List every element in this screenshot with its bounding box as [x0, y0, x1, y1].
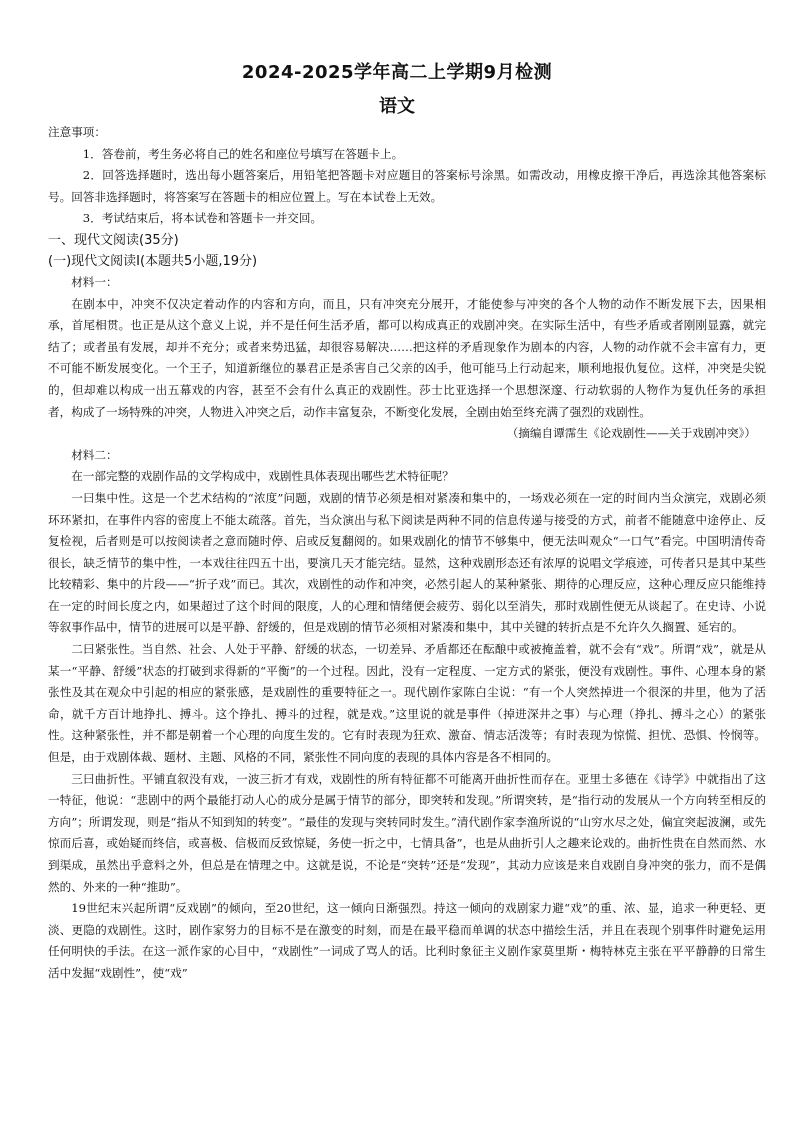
notice-item-1: 1．答卷前，考生务必将自己的姓名和座位号填写在答题卡上。	[82, 146, 404, 161]
section-title: 一、现代文阅读(35分)	[48, 232, 179, 248]
material2-label: 材料二：	[71, 447, 118, 462]
material1-label: 材料一：	[71, 274, 118, 289]
material2-paragraph-twists: 三曰曲折性。平铺直叙没有戏，一波三折才有戏，戏剧性的所有特征都不可能离开曲折性而存在。亚里士多德在《诗学》中就指出了这一特征，他说：“悲剧中的两个最能打动人心的成分是属于情节的部分，即突转和发现。”所谓突转，是“指行动的发展从一个方向转至相反的方向”；所谓发现，则是“指从不知到知的转变”。“最佳的发现与突转同时发生。”清代剧作家李渔所说的“山穷水尽之处，偏宜突起波澜，或先惊而后喜，或始疑而终信，或喜极、信极而反致惊疑，务使一折之中，七情具备”，也是从曲折引人之趣来论戏的。曲折性贵在自然而然、水到渠成，虽然出乎意料之外，但总是在情理之中。这就是说，不论是“突转”还是“发现”，其动力应该是来自戏剧自身冲突的张力，而不是偶然的、外来的一种“推助”。	[48, 771, 766, 894]
exam-title: 2024-2025学年高二上学期9月检测	[241, 62, 553, 83]
exam-subject: 语文	[379, 96, 415, 117]
material1-text: 在剧本中，冲突不仅决定着动作的内容和方向，而且，只有冲突充分展开，才能使参与冲突的各个人物的动作不断发展下去，因果相承，首尾相贯。也正是从这个意义上说，并不是任何生活矛盾，都可以构成真正的戏剧冲突。在实际生活中，有些矛盾或者刚刚显露，就完结了；或者虽有发展，却并不充分；或者来势迅猛，却很容易解决……把这样的矛盾现象作为剧本的内容，人物的动作就不会丰富有力，更不可能不断发展变化。一个王子，知道新继位的暴君正是杀害自己父亲的凶手，他可能马上行动起来，顺利地报仇复位。这样，冲突是尖锐的，但却难以构成一出五幕戏的内容，甚至不会有什么真正的戏剧性。莎士比亚选择一个思想深邃、行动软弱的人物作为复仇任务的承担者，构成了一场特殊的冲突，人物进入冲突之后，动作丰富复杂，不断变化发展，全剧由始至终充满了强烈的戏剧性。	[48, 296, 766, 419]
section-subtitle: (一)现代文阅读Ⅰ(本题共5小题,19分)	[48, 253, 258, 269]
material1-source: （摘编自谭霈生《论戏剧性——关于戏剧冲突》）	[506, 426, 756, 441]
material2-question: 在一部完整的戏剧作品的文学构成中，戏剧性具体表现出哪些艺术特征呢？	[71, 469, 454, 484]
material2-paragraph-tension: 二曰紧张性。当自然、社会、人处于平静、舒缓的状态，一切差异、矛盾都还在酝酿中或被掩盖着，就不会有“戏”。所谓“戏”，就是从某一“平静、舒缓”状态的打破到求得新的“平衡”的一个过程。因此，没有一定程度、一定方式的紧张，便没有戏剧性。事件、心理本身的紧张性及其在观众中引起的相应的紧张感，是戏剧性的重要特征之一。现代剧作家陈白尘说：“有一个人突然掉进一个很深的井里，他为了活命，就千方百计地挣扎、搏斗。这个挣扎、搏斗的过程，就是戏。”这里说的就是事件（掉进深井之事）与心理（挣扎、搏斗之心）的紧张性。这种紧张性，并不都是朝着一个心理的向度生发的。它有时表现为狂欢、激奋、情志活泼等；有时表现为惊慌、担忧、恐惧、怜悯等。但是，由于戏剧体裁、题材、主题、风格的不同，紧张性不同向度的表现的具体内容是各不相同的。	[48, 642, 766, 765]
notice-heading: 注意事项：	[48, 125, 106, 139]
document-body	[48, 122, 766, 985]
notice-item-3: 3．考试结束后，将本试卷和答题卡一并交回。	[82, 211, 323, 226]
notice-item-2: 2．回答选择题时，选出每小题答案后，用铅笔把答题卡对应题目的答案标号涂黑。如需改动，用橡皮擦干净后，再选涂其他答案标号。回答非选择题时，将答案写在答题卡的相应位置上。写在本试卷上无效。	[48, 168, 766, 204]
material2-paragraph-anti-drama: 19世纪末兴起所谓“反戏剧”的倾向，至20世纪，这一倾向日渐强烈。持这一倾向的戏剧家力避“戏”的重、浓、显，追求一种更轻、更淡、更隐的戏剧性。这时，剧作家努力的目标不是在激变的时刻，而是在最平稳而单调的状态中描绘生活，并且在表现个别事件时避免运用任何明快的手法。在这一派作家的心目中，“戏剧性”一词成了骂人的话。比利时象征主义剧作家莫里斯・梅特林克主张在平平静静的日常生活中发掘“戏剧性”，使“戏”	[48, 901, 766, 980]
material2-paragraph-concentration: 一曰集中性。这是一个艺术结构的“浓度”问题，戏剧的情节必须是相对紧凑和集中的，一场戏必须在一定的时间内当众演完，戏剧必须环环紧扣，在事件内容的密度上不能太疏落。首先，当众演出与私下阅读是两种不同的信息传递与接受的方式，前者不能随意中途停止、反复检视，后者则是可以按阅读者之意而随时停、启或反复翻阅的。如果戏剧化的情节不够集中，便无法叫观众“一口气”看完。中国明清传奇很长，缺乏情节的集中性，一本戏往往四五十出，要演几天才能完结。显然，这种戏剧形态还有浓厚的说唱文学痕迹，可传者只是其中某些比较精彩、集中的片段——“折子戏”而已。其次，戏剧性的动作和冲突，必然引起人的某种紧张、期待的心理反应，这种心理反应只能维持在一定的时间长度之内，如果超过了这个时间的限度，人的心理和情绪便会疲劳、弱化以至消失，那时戏剧性便无从谈起了。在史诗、小说等叙事作品中，情节的进展可以是平静、舒缓的，但是戏剧的情节必须相对紧凑和集中，其中关键的转折点是不允许久久搁置、延宕的。	[48, 490, 766, 635]
